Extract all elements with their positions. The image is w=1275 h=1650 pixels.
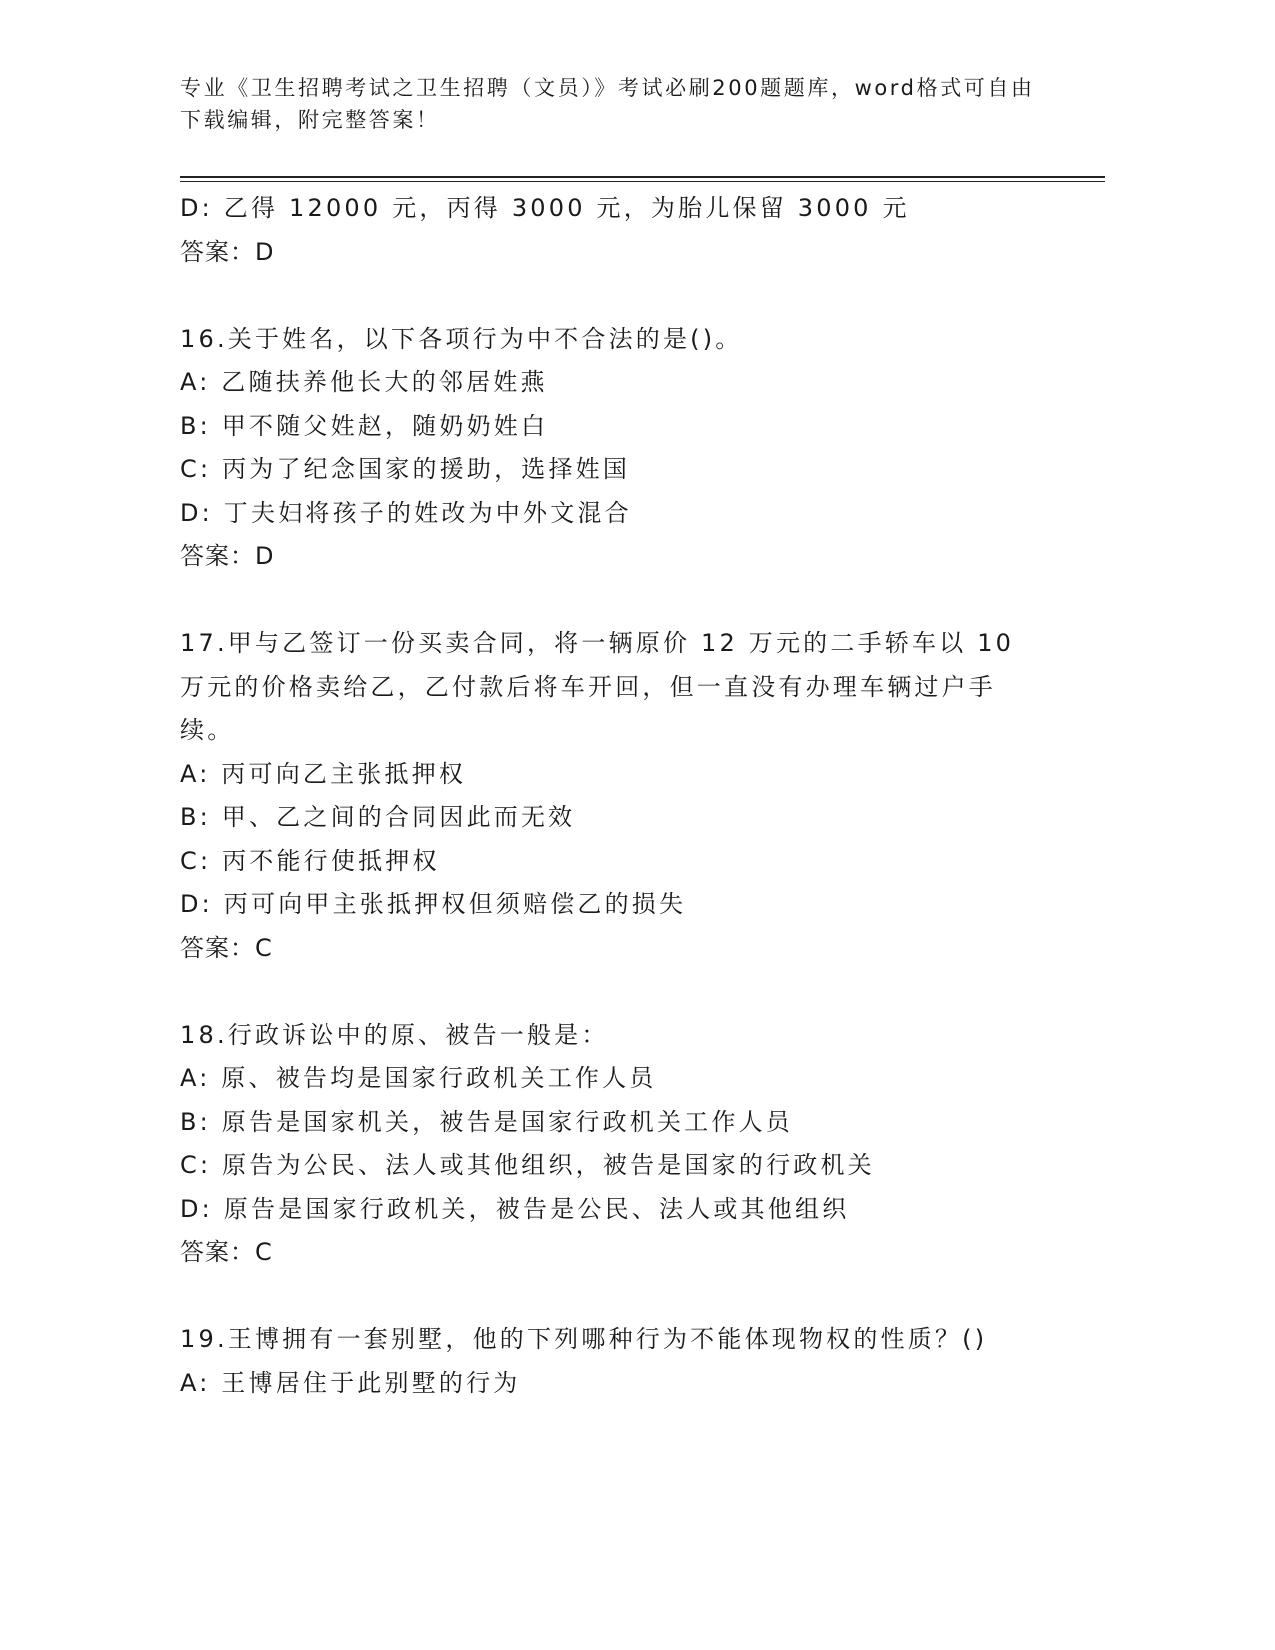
page-header: 专业《卫生招聘考试之卫生招聘（文员）》考试必刷200题题库，word格式可自由下载编辑，附完整答案！ xyxy=(180,76,1035,132)
question-17-option-d: D: 丙可向甲主张抵押权但须赔偿乙的损失 xyxy=(180,890,687,918)
header-rule-thin xyxy=(180,181,1105,182)
question-17-answer: 答案：C xyxy=(180,933,273,962)
spacer xyxy=(180,970,1060,1014)
carryover-answer: 答案：D xyxy=(180,237,275,266)
question-18-option-b: B: 原告是国家机关，被告是国家行政机关工作人员 xyxy=(180,1107,793,1136)
question-18-option-a: A: 原、被告均是国家行政机关工作人员 xyxy=(180,1064,657,1092)
question-16-stem: 16.关于姓名，以下各项行为中不合法的是()。 xyxy=(180,324,743,353)
spacer xyxy=(180,1275,1060,1319)
question-17-stem: 17.甲与乙签订一份买卖合同，将一辆原价 12 万元的二手轿车以 10 万元的价格卖给乙，乙付款后将车开回，但一直没有办理车辆过户手续。 xyxy=(180,629,1015,744)
carryover-option-d: D: 乙得 12000 元，丙得 3000 元，为胎儿保留 3000 元 xyxy=(180,194,910,222)
spacer xyxy=(180,274,1060,318)
question-19-option-a: A: 王博居住于此别墅的行为 xyxy=(180,1368,521,1397)
question-18-option-d: D: 原告是国家行政机关，被告是公民、法人或其他组织 xyxy=(180,1194,850,1223)
question-18-answer: 答案：C xyxy=(180,1238,273,1266)
question-16-option-a: A: 乙随扶养他长大的邻居姓燕 xyxy=(180,368,548,396)
question-16-option-b: B: 甲不随父姓赵，随奶奶姓白 xyxy=(180,411,549,440)
question-body xyxy=(180,187,1060,1405)
question-18-option-c: C: 原告为公民、法人或其他组织，被告是国家的行政机关 xyxy=(180,1151,875,1179)
question-18-stem: 18.行政诉讼中的原、被告一般是： xyxy=(180,1020,609,1049)
spacer xyxy=(180,579,1060,623)
header-rule xyxy=(180,176,1105,178)
question-19-stem: 19.王博拥有一套别墅，他的下列哪种行为不能体现物权的性质？() xyxy=(180,1325,988,1353)
question-16-option-c: C: 丙为了纪念国家的援助，选择姓国 xyxy=(180,455,631,483)
question-16-answer: 答案：D xyxy=(180,542,275,570)
question-16-option-d: D: 丁夫妇将孩子的姓改为中外文混合 xyxy=(180,498,632,527)
question-17-option-b: B: 甲、乙之间的合同因此而无效 xyxy=(180,803,576,831)
question-17-option-a: A: 丙可向乙主张抵押权 xyxy=(180,759,467,788)
question-17-option-c: C: 丙不能行使抵押权 xyxy=(180,846,440,875)
